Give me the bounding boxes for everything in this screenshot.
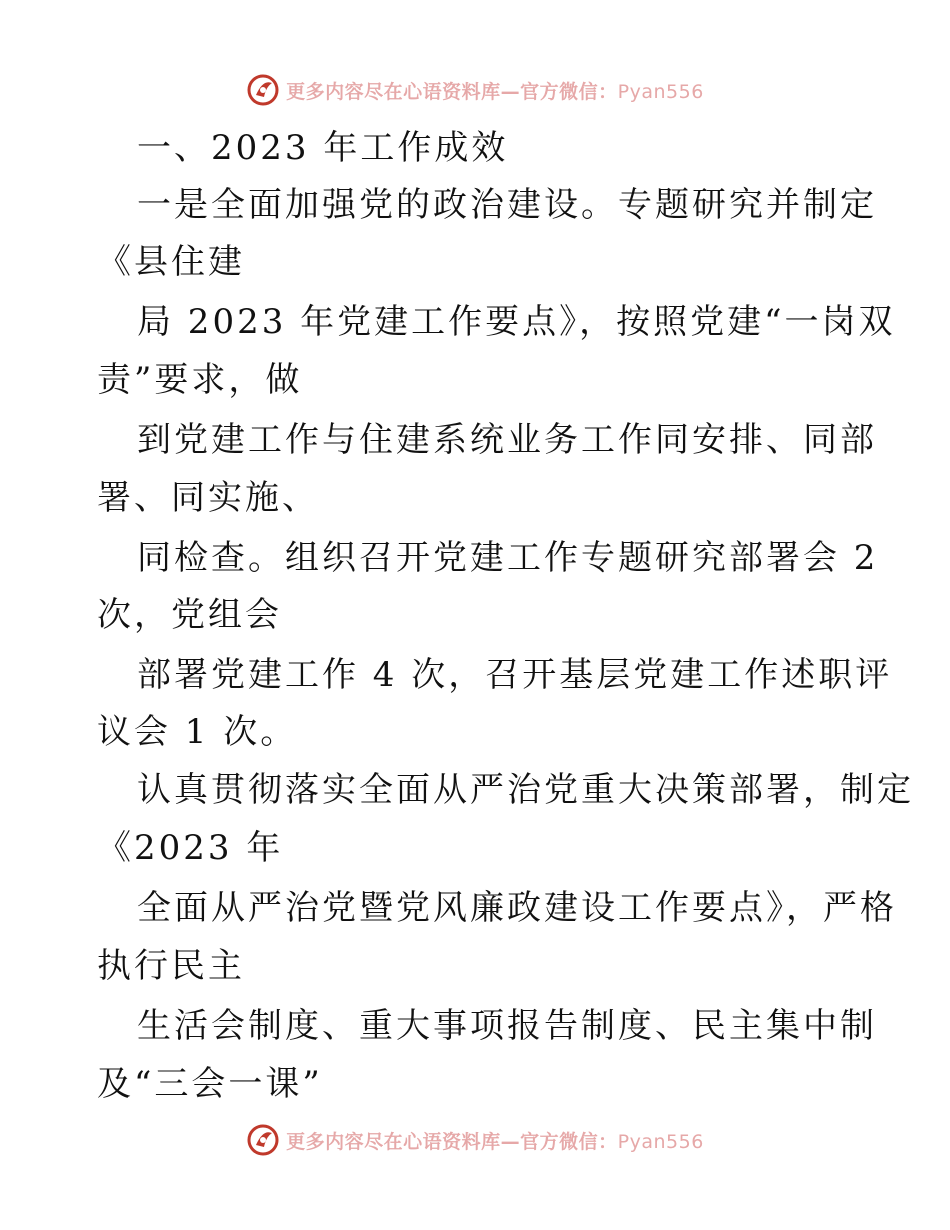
- text-line: 一是全面加强党的政治建设。专题研究并制定: [137, 185, 877, 225]
- text-line: 部署党建工作 4 次，召开基层党建工作述职评: [137, 655, 893, 695]
- text-line: 到党建工作与住建系统业务工作同安排、同部: [137, 420, 877, 460]
- text-line: 局 2023 年党建工作要点》，按照党建“一岗双: [137, 302, 896, 342]
- text-line: 《县住建: [97, 242, 245, 282]
- section-heading: 一、2023 年工作成效: [137, 128, 509, 168]
- watermark-text: 更多内容尽在心语资料库—官方微信：Pyan556: [286, 80, 704, 103]
- watermark-footer: [0, 1120, 950, 1160]
- logo-icon: [246, 73, 280, 107]
- text-line: 全面从严治党暨党风廉政建设工作要点》，严格: [137, 888, 897, 928]
- text-line: 及“三会一课”: [97, 1064, 323, 1104]
- text-line: 责”要求，做: [97, 360, 303, 400]
- text-line: 生活会制度、重大事项报告制度、民主集中制: [137, 1006, 877, 1046]
- text-line: 议会 1 次。: [97, 712, 298, 752]
- text-line: 同检查。组织召开党建工作专题研究部署会 2: [137, 538, 879, 578]
- logo-icon: [246, 1123, 280, 1157]
- text-line: 认真贯彻落实全面从严治党重大决策部署，制定: [137, 770, 914, 810]
- text-line: 《2023 年: [97, 828, 284, 868]
- watermark-header: [0, 70, 950, 110]
- text-line: 次，党组会: [97, 595, 282, 635]
- text-line: 署、同实施、: [97, 478, 319, 518]
- text-line: 执行民主: [97, 946, 245, 986]
- watermark-text: 更多内容尽在心语资料库—官方微信：Pyan556: [286, 1130, 704, 1153]
